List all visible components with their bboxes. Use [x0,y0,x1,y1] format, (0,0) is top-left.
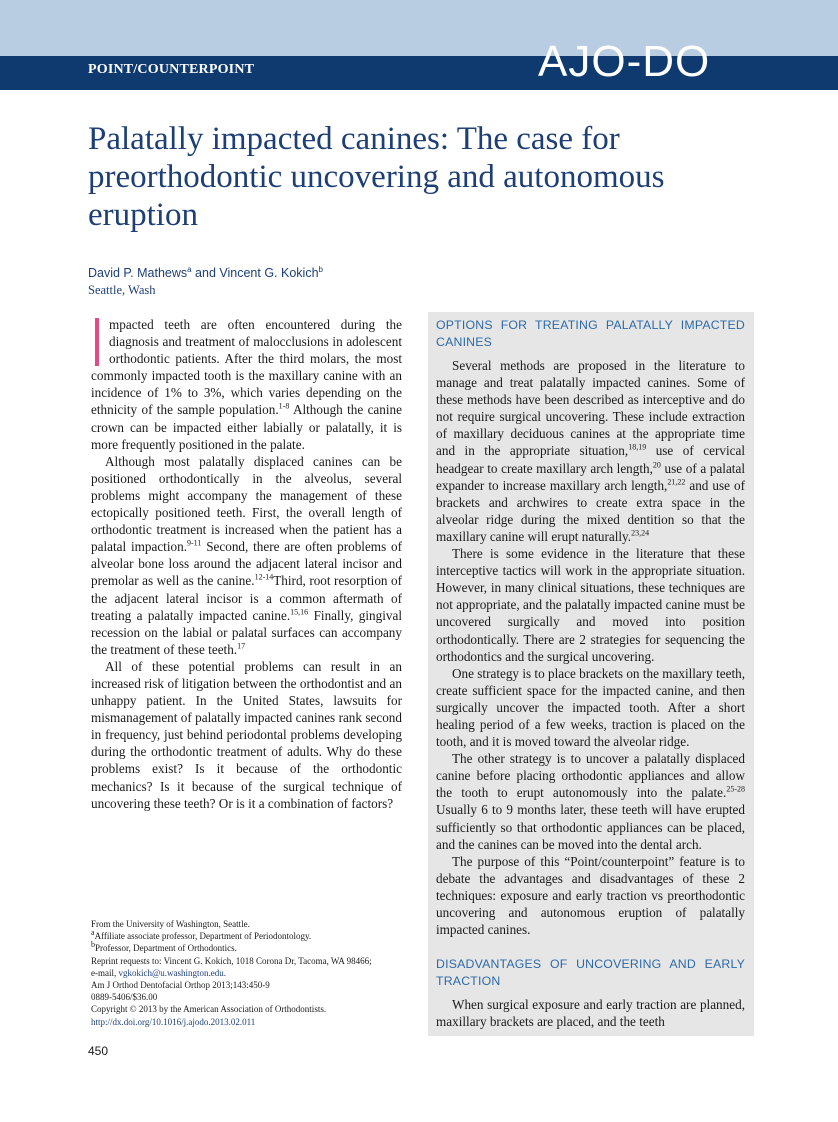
reference-mark: 17 [237,641,246,651]
email-label: e-mail, [91,967,119,978]
article-title: Palatally impacted canines: The case for preorthodontic uncovering and autonomous eruption [88,121,665,233]
author-name: David P. Mathews [88,266,188,280]
footnote-text: Affiliate associate professor, Department of Periodontology. [94,931,312,942]
author-location: Seattle, Wash [88,283,156,297]
text-run: The other strategy is to uncover a palatally displaced canine before placing orthodontic appliances and allow the tooth to erupt autonomously into the palate. [436,751,745,801]
reference-mark: 23,24 [631,528,650,538]
paragraph [91,316,402,453]
text-run: Although the canine crown can be impacted either labially or palatally, it is more frequently positioned in the palate. [91,402,402,452]
paragraph: There is some evidence in the literature that these interceptive tactics will work in the appropriate situation. However, in many clinical situations, these techniques are not appropriate, and the palatally impacted canine must be uncovered surgically and moved into position orthodontically. There are 2 strategies for sequencing the orthodontics and the surgical uncovering. [436,546,745,664]
text-run: Although most palatally displaced canines can be positioned orthodontically in the alveolus, several problems might accompany the management of these ectopically positioned teeth. First, the overall length of orthodontic treatment is increased when the patient has a palatal impaction. [91,453,402,555]
reference-mark: 21,22 [667,477,686,487]
section-heading: DISADVANTAGES OF UNCOVERING AND EARLY TRACTION [436,957,745,989]
right-column [436,317,745,1030]
paragraph: All of these potential problems can result in an increased risk of litigation between the orthodontist and an unhappy patient. In the United States, lawsuits for mismanagement of palatally impacted canines rank second in frequency, just behind periodontal problems developing during the orthodontic treatment of adults. Why do these problems exist? Is it because of the orthodontic mechanics? Is it because of the surgical technique of uncovering these teeth? Or is it a combination of factors? [91,658,402,811]
text-run: Usually 6 to 9 months later, these teeth will have erupted sufficiently so that orthodontic appliances can be placed, and the canines can be moved into the dental arch. [436,802,745,852]
text-run: use of cervical headgear to create maxillary arch length, [436,443,745,476]
footnote-citation: Am J Orthod Dentofacial Orthop 2013;143:450-9 [91,980,270,991]
journal-logo: AJO-DO [538,37,711,86]
page-number: 450 [88,1044,109,1058]
reference-mark: 1-8 [278,402,290,412]
footnote-issn: 0889-5406/$36.00 [91,992,158,1003]
text-run: Third, root resorption of the adjacent lateral incisor is a common aftermath of treating a palatally impacted canine. [91,573,403,623]
text-run: Second, there are often problems of alveolar bone loss around the adjacent lateral incisor and premolar as well as the canine. [91,539,402,589]
footnote-reprint: Reprint requests to: Vincent G. Kokich, 1018 Corona Dr, Tacoma, WA 98466; [91,955,372,966]
reference-mark: 25-28 [726,784,745,794]
header-top-band [0,0,838,56]
doi-link[interactable]: http://dx.doi.org/10.1016/j.ajodo.2013.02.011 [91,1016,256,1027]
reference-mark: 18,19 [628,443,647,453]
footnotes [91,918,411,1028]
affiliation-mark: a [187,264,192,274]
author-line [88,266,323,280]
text-run: use of a palatal expander to increase maxillary arch length, [436,460,745,493]
paragraph [436,357,745,545]
author-name: Vincent G. Kokich [219,266,319,280]
dropcap-bar [95,318,99,366]
reference-mark: 9-11 [187,538,202,548]
text-run: and use of brackets and archwires to create extra space in the alveolar ridge during the mixed dentition so that the maxillary canine will erupt naturally. [436,477,745,544]
author-join: and [191,266,220,280]
footnote-mark: b [91,940,95,950]
section-label: POINT/COUNTERPOINT [88,62,255,77]
footnote-email [91,967,411,979]
reference-mark: 12-14 [254,573,274,583]
footnote-text: Professor, Department of Orthodontics. [95,943,237,954]
paragraph [91,453,402,658]
paragraph: When surgical exposure and early traction are planned, maxillary brackets are placed, and the teeth [436,997,745,1030]
footnote-affiliation: From the University of Washington, Seattle. [91,919,250,929]
text-run: Finally, gingival recession on the labial or palatal surfaces can accompany the treatment of these teeth. [91,607,402,657]
email-link[interactable]: vgkokich@u.washington.edu. [118,967,227,978]
paragraph: One strategy is to place brackets on the maxillary teeth, create sufficient space for the impacted canine, and then surgically uncover the impacted tooth. After a short healing period of a few weeks, traction is placed on the tooth, and it is moved toward the alveolar ridge. [436,665,745,750]
footnote-a [91,930,411,942]
section-heading: OPTIONS FOR TREATING PALATALLY IMPACTED CANINES [436,318,745,349]
reference-mark: 20 [652,460,661,470]
footnote-b [91,942,411,954]
reference-mark: 15,16 [290,607,309,617]
text-run: Several methods are proposed in the literature to manage and treat palatally impacted canines. Some of these methods have been described as interceptive and do not require surgical uncovering. These include extraction of maxillary deciduous canines at the appropriate time and in the appropriate situation, [436,358,745,459]
affiliation-mark: b [318,264,323,274]
paragraph [436,750,745,853]
left-column [91,316,402,812]
footnote-mark: a [91,928,95,938]
paragraph: The purpose of this “Point/counterpoint” feature is to debate the advantages and disadvantages of these 2 techniques: exposure and early traction vs preorthodontic uncovering and autonomous eruption of palatally impacted canines. [436,853,745,938]
text-run: mpacted teeth are often encountered during the diagnosis and treatment of malocclusions in adolescent orthodontic patients. After the third molars, the most commonly impacted tooth is the maxillary canine with an incidence of 1% to 3%, which varies depending on the ethnicity of the sample population. [91,317,402,418]
footnote-copyright: Copyright © 2013 by the American Association of Orthodontists. [91,1004,327,1015]
